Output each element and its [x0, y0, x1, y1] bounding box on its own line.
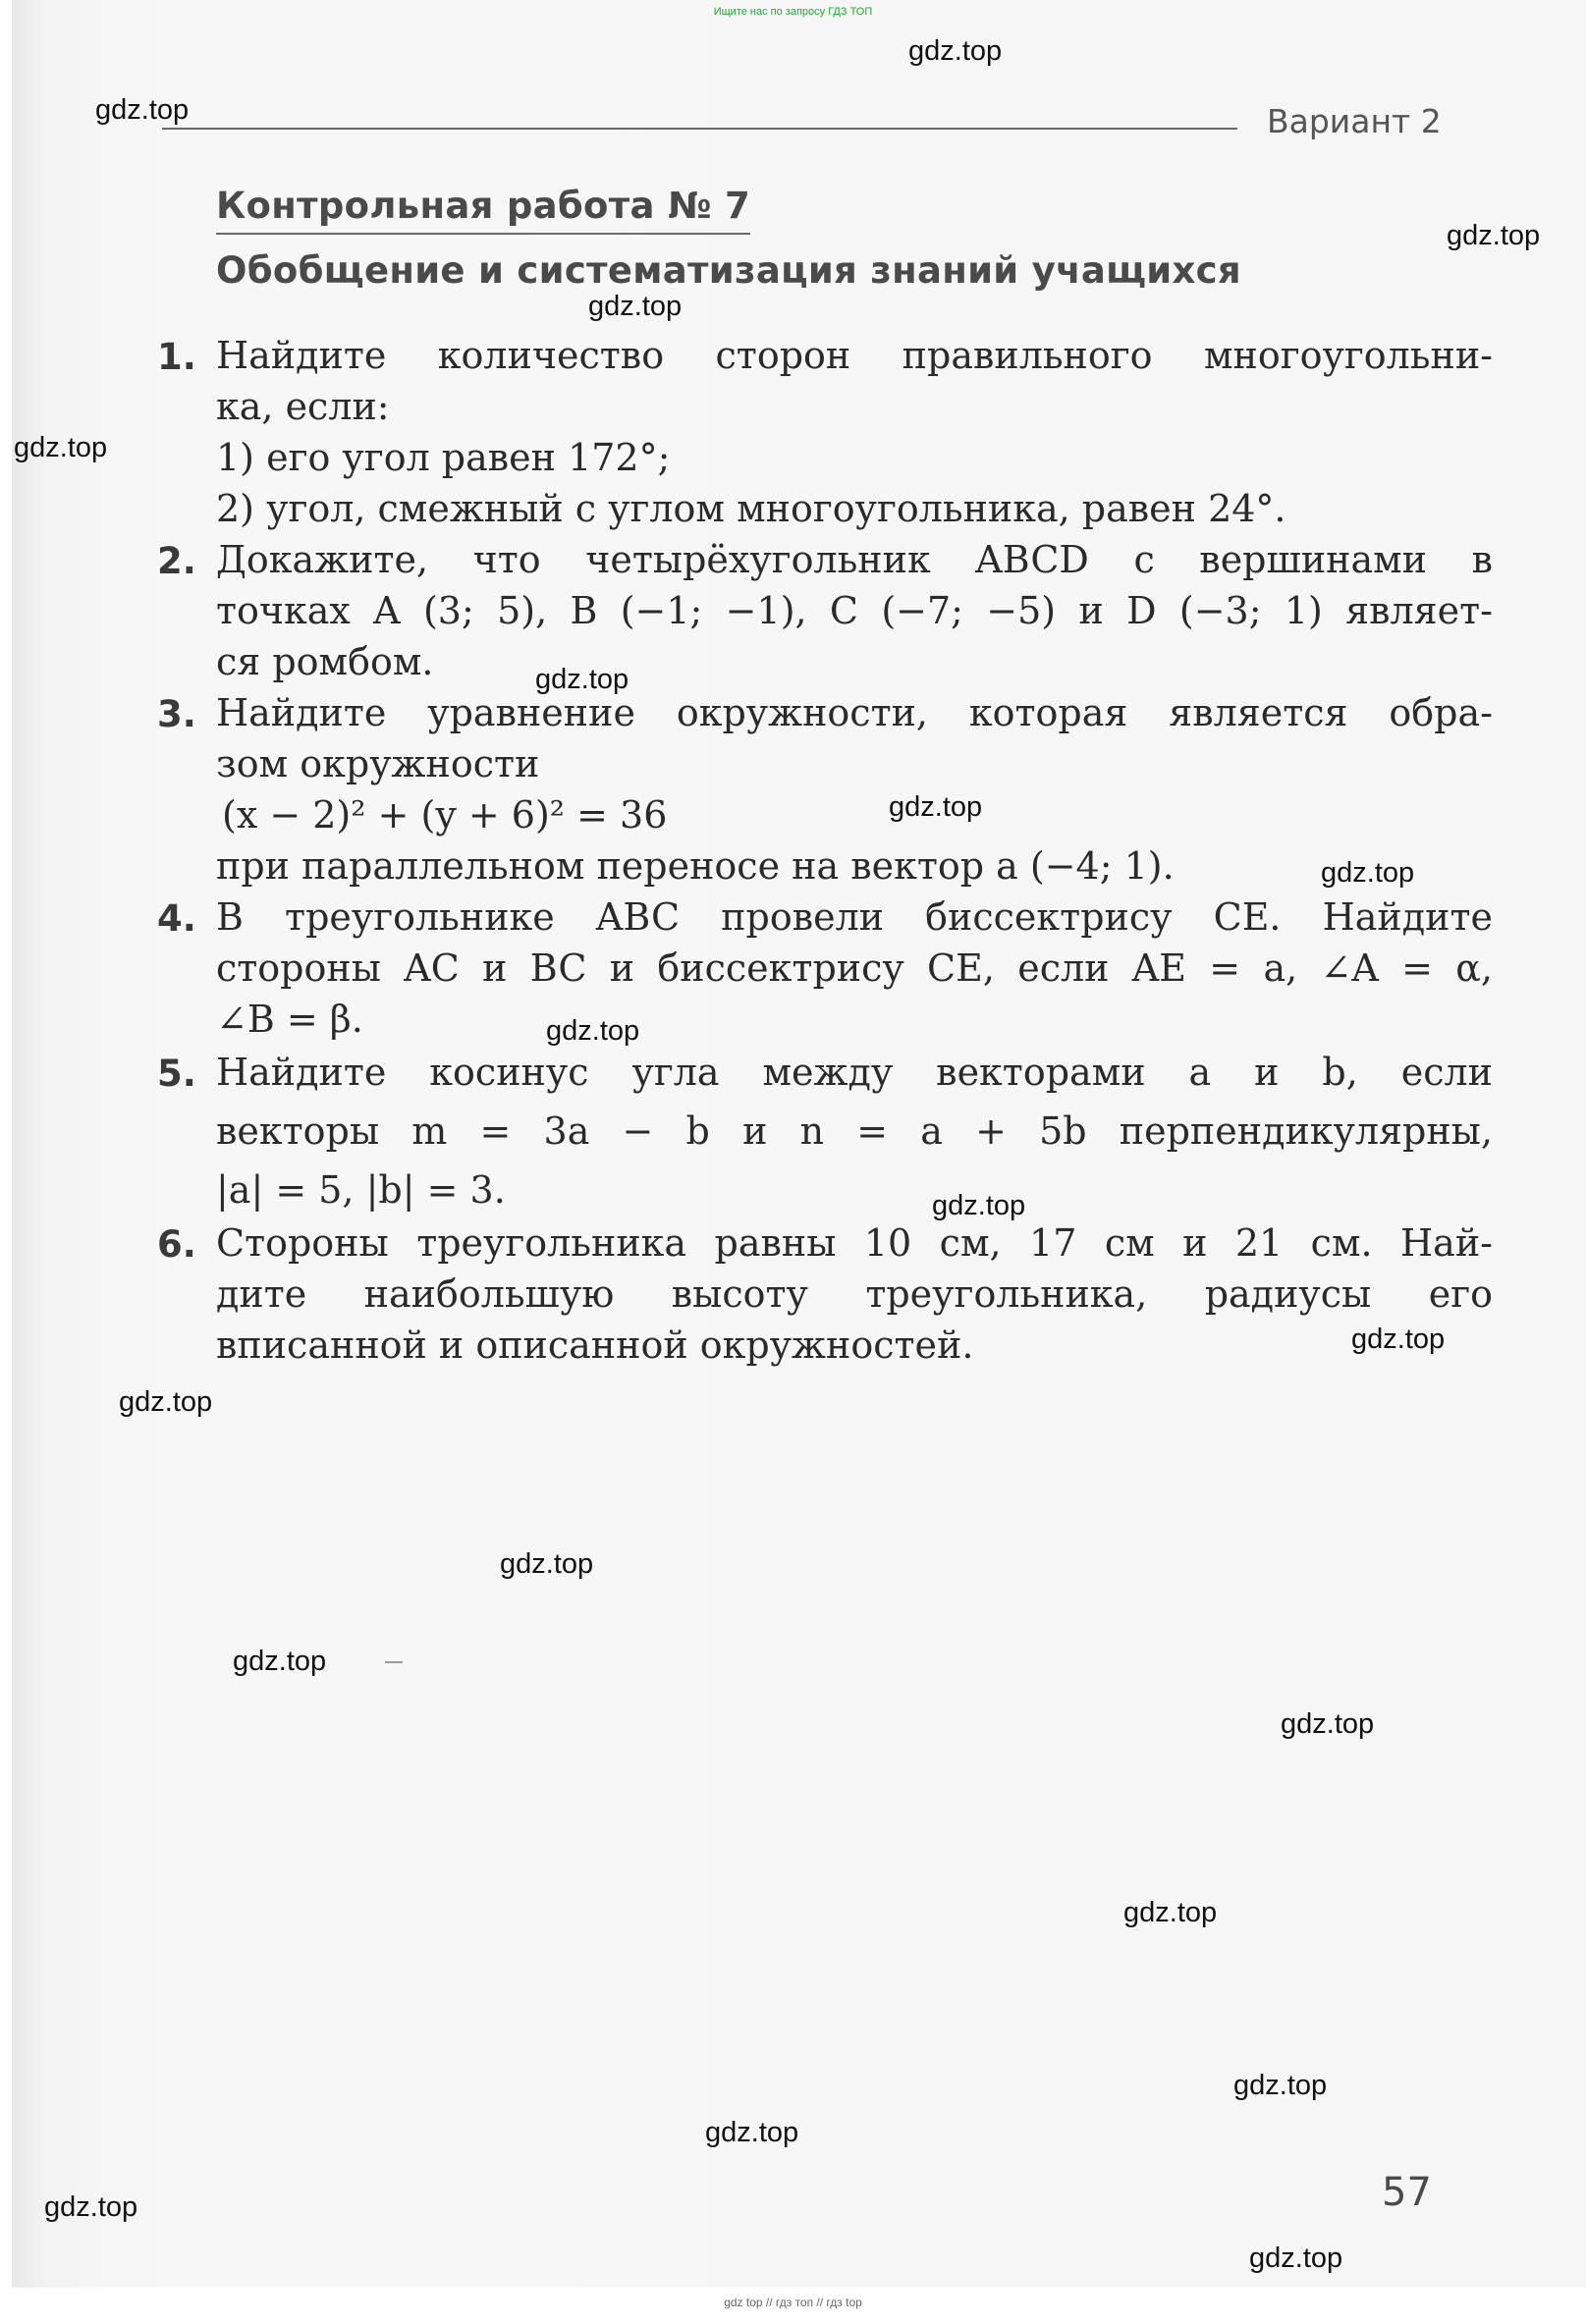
- test-subtitle: Обобщение и систематизация знаний учащихся: [216, 249, 1241, 292]
- variant-label: Вариант 2: [1267, 102, 1442, 140]
- task-number: 2.: [157, 540, 196, 582]
- page-number: 57: [1382, 2170, 1432, 2215]
- watermark: gdz.top: [1233, 2070, 1328, 2101]
- task-line: В треугольнике ABC провели биссектрису CE. Найдите: [216, 895, 1493, 939]
- watermark: gdz.top: [44, 2191, 138, 2223]
- task-line: при параллельном переносе на вектор a (−4; 1).: [216, 844, 1175, 888]
- task-line: 1) его угол равен 172°;: [216, 436, 671, 479]
- footer-note: gdz top // гдз топ // гдз top: [724, 2296, 862, 2309]
- header-rule: [162, 128, 1237, 130]
- watermark: gdz.top: [1351, 1324, 1446, 1355]
- print-mark: [385, 1661, 403, 1663]
- task-line: Найдите косинус угла между векторами a и b, если: [216, 1051, 1493, 1094]
- circle-equation: (x − 2)² + (y + 6)² = 36: [222, 793, 668, 837]
- task-line: Найдите количество сторон правильного многоугольни-: [216, 334, 1493, 377]
- watermark: gdz.top: [119, 1386, 213, 1418]
- task-line: точках A (3; 5), B (−1; −1), C (−7; −5) и D (−3; 1) являет-: [216, 589, 1493, 632]
- task-line: стороны AC и BC и биссектрису CE, если AE = a, ∠A = α,: [216, 946, 1493, 990]
- watermark: gdz.top: [535, 664, 629, 695]
- watermark: gdz.top: [889, 791, 983, 823]
- task-line: дите наибольшую высоту треугольника, радиусы его: [216, 1272, 1493, 1316]
- task-number: 3.: [157, 693, 196, 735]
- watermark: gdz.top: [908, 35, 1003, 67]
- task-line: вписанной и описанной окружностей.: [216, 1324, 974, 1367]
- watermark: gdz.top: [1123, 1897, 1218, 1928]
- task-line: ся ромбом.: [216, 640, 434, 683]
- watermark: gdz.top: [233, 1646, 327, 1677]
- watermark: gdz.top: [1281, 1708, 1375, 1740]
- task-line: ка, если:: [216, 385, 390, 428]
- task-line: векторы m = 3a − b и n = a + 5b перпендикулярны,: [216, 1109, 1493, 1153]
- task-line: 2) угол, смежный с углом многоугольника, равен 24°.: [216, 487, 1286, 530]
- watermark: gdz.top: [588, 291, 683, 322]
- task-number: 1.: [157, 336, 196, 378]
- watermark: gdz.top: [1447, 220, 1541, 251]
- watermark: gdz.top: [546, 1015, 640, 1047]
- task-line: Докажите, что четырёхугольник ABCD с вершинами в: [216, 538, 1493, 581]
- test-title: Контрольная работа № 7: [216, 185, 750, 235]
- task-line: Найдите уравнение окружности, которая является обра-: [216, 691, 1493, 734]
- task-line: |a| = 5, |b| = 3.: [216, 1168, 506, 1212]
- watermark: gdz.top: [1321, 857, 1415, 889]
- watermark: gdz.top: [932, 1190, 1026, 1221]
- task-line: ∠B = β.: [216, 998, 363, 1041]
- task-number: 5.: [157, 1053, 196, 1095]
- watermark: gdz.top: [1249, 2243, 1343, 2274]
- watermark: gdz.top: [95, 94, 190, 126]
- watermark: gdz.top: [14, 432, 108, 463]
- task-line: Стороны треугольника равны 10 см, 17 см и 21 см. Най-: [216, 1221, 1493, 1265]
- watermark: gdz.top: [705, 2117, 799, 2148]
- search-hint: Ищите нас по запросу ГДЗ ТОП: [713, 6, 873, 18]
- watermark: gdz.top: [500, 1548, 594, 1580]
- task-number: 4.: [157, 897, 196, 940]
- task-line: зом окружности: [216, 742, 540, 785]
- task-number: 6.: [157, 1223, 196, 1266]
